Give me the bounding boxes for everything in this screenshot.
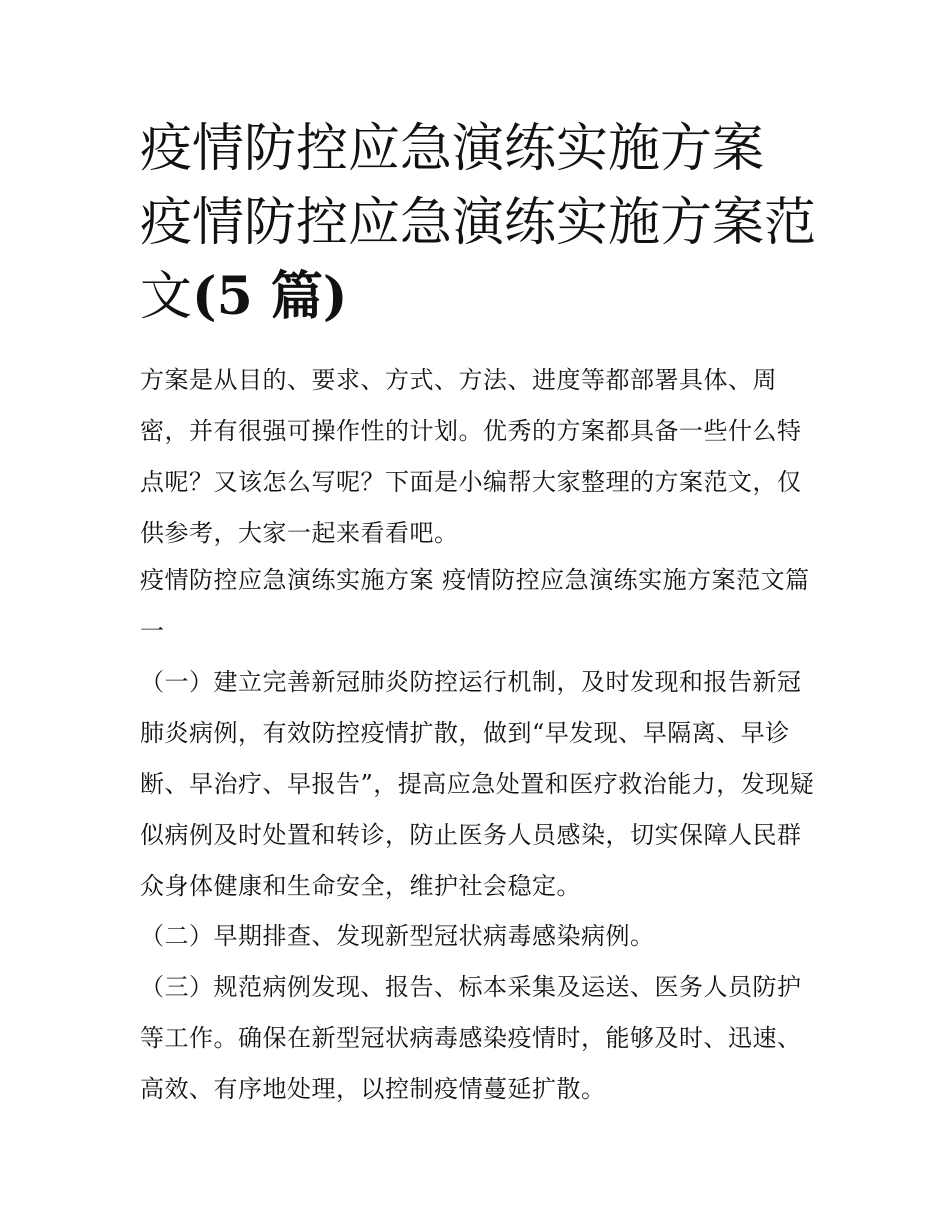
title-main-text: 疫情防控应急演练实施方案 疫情防控应急演练实施方案范文 — [140, 119, 817, 327]
paragraph-item-2: （二）早期排查、发现新型冠状病毒感染病例。 — [140, 922, 655, 950]
paragraph-item-3: （三）规范病例发现、报告、标本采集及运送、医务人员防护等工作。确保在新型冠状病毒感染疫情时，能够及时、迅速、高效、有序地处理，以控制疫情蔓延扩散。 — [140, 973, 802, 1103]
section-subtitle: 疫情防控应急演练实施方案 疫情防控应急演练实施方案范文篇一 — [140, 566, 810, 645]
document-title — [140, 112, 820, 334]
title-suffix-text: (5 篇) — [192, 266, 348, 327]
paragraph-item-1: （一）建立完善新冠肺炎防控运行机制，及时发现和报告新冠肺炎病例，有效防控疫情扩散，做到“早发现、早隔离、早诊断、早治疗、早报告”，提高应急处置和医疗救治能力，发现疑似病例及时处置和转诊，防止医务人员感染，切实保障人民群众身体健康和生命安全，维护社会稳定。 — [140, 668, 815, 900]
intro-paragraph: 方案是从目的、要求、方式、方法、进度等都部署具体、周密，并有很强可操作性的计划。优秀的方案都具备一些什么特点呢？又该怎么写呢？下面是小编帮大家整理的方案范文，仅供参考，大家一起来看看吧。 — [140, 366, 802, 547]
